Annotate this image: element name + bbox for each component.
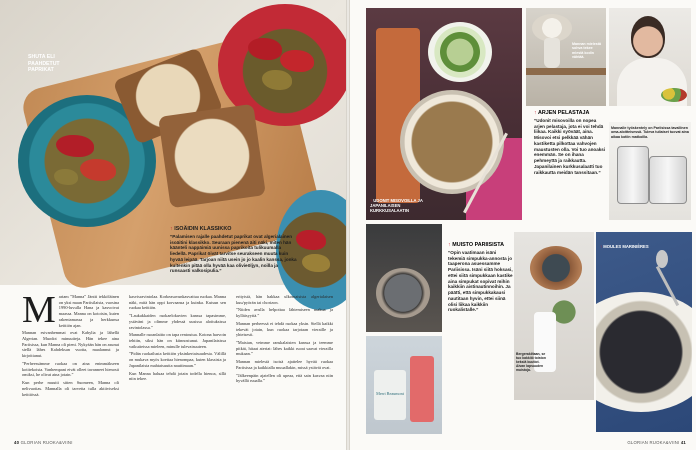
mussels-photo: [596, 232, 692, 432]
paragraph: Kun Manna haluaa tehdä jotain todella hienoa, sillä niin tekee.: [129, 370, 226, 382]
pelastaja-arrow-icon: ↑: [534, 110, 537, 116]
mussel-pot: [530, 246, 582, 290]
pot-caption: Bergerakiltaan, se tuo kakkiiö toiston keksiä kuutiot. Aivan lapsuuden muistoja.: [516, 352, 546, 373]
paragraph: Mannan esivanhemmat ovat Kabylia ja lähellä Algerian. Muodot minuutteja. Hän tekee aina Pariisissa, kun Manna oli pieni. Nykyään hän on asunut siellä lähes Kahdeksan vuotta, maalannut ja kirjoittanut.: [22, 330, 119, 359]
caption-text: ”Palamisen rajalle paahdetut paprikat ovat algerialainen isoäitini klassikko. Seuraan pienenä äiti näki, miten hän käänteli nappäimiä uunissa paprikoita tulikuumalla liedellä. Paprikat öivät tarvitse seurakseen muuta kuin hyvää leipää. Tarjoan niitä usein jo jo kaalin kanssa, jonka kuitenkin pitää olla hyvää kaa olivieöljyn, noilla ja runsaasti valkosipulia.”: [170, 234, 297, 274]
magazine-name: GLORIAN RUOKA&VIINI: [20, 440, 73, 445]
page-number: 40: [14, 440, 20, 445]
bread-slice: [158, 104, 266, 208]
page-number: 41: [680, 440, 686, 445]
muisto-title: MUISTO PARIISISTA: [452, 242, 505, 248]
paragraph: ”Maistan, veimme ranskalaisten kanssa ja teemme pitkät, hitaat ateriat: lähes kaikki ruoat saavat vierailla mukaan.”: [236, 340, 333, 357]
caption-arrow-icon: ↑: [170, 226, 173, 232]
column-1: [22, 289, 119, 399]
column-3: [236, 294, 333, 386]
right-footer: [627, 440, 686, 445]
pelastaja-text: ”Udonit misovoilla on nopea arjen pelastaja, jota ei voi tehdä liikaa. Kaikki syöväät, aina. Misovoi etsi pelkkää vähän kastiketta pilkottaa vahvojen maustusten olla. Voi tuo anoaksi enemmän. Se on ihana pehmeyttä ja raikkautta. Japanilainen kurkkusalaatti tuo raikkautta meidän tanssitaan.”: [534, 118, 606, 175]
muisto-text: ”Opin vaatimaan isäni tekemiä simpukka-annosta jo taaperona asuessamme Pariisissa. Isäni siitä hoksasi, ettei siitä simpukkaan kastike aina simpukat sopivat mihin kaikkiin aistinautinnoihin. Ja päätti, että simpukkakausi nautitaan hyvin, ettei siinä olisi liikaa kaikkiin ruokalistalle.”: [448, 250, 513, 313]
muisto-arrow-icon: ↑: [448, 242, 451, 248]
mussels-title: MOULES MARINIÈRES: [603, 244, 649, 249]
paragraph: Kun perhe muutti sitten Suomeen, Manna oli nelivuotias. Mannalla oli tarvetta tulla aktiiviseksi keittiössä.: [22, 380, 119, 397]
pelastaja-title: ARJEN PELASTAJA: [538, 110, 590, 116]
shelf-board: [526, 68, 606, 75]
suitcase: [617, 146, 649, 204]
paragraph: ”Pidän ruokailusta keittiön yksinkertaisuudesta. Välillä on mukava myös koettaa hienompaa, kuten klassista ja Japanilaista mahtaisuutta nauttimaan.”: [129, 351, 226, 368]
photo-label-peppers: SHUTA ELI PAAHDETUT PAPRIKAT: [28, 54, 60, 73]
paragraph: Mannan perheessä ei tehdä ruokaa yksin. Siellä kaikki tekevät jotain, kun ruokaa tarjotaan vieraille ja yhteisesti.: [236, 320, 333, 338]
vase: [544, 38, 560, 68]
suitcase-photo: [609, 122, 691, 220]
paragraph: kasvisravintolaa. Korkeasavunkasvattua ruokaa. Manna näki, mitä hän oppi korvaansa ja kuinka. Kutsun sen ruokaa keittiön.: [129, 294, 226, 311]
right-page: [350, 0, 696, 450]
pelastaja-caption: [534, 110, 606, 175]
paragraph: ”Jälkeenpäin ajatellen oli upeaa, että sain kasvaa niin hyvällä ruualla.”: [236, 372, 333, 384]
mussels-arrow-icon: ↑: [600, 244, 603, 249]
muisto-caption: [448, 242, 514, 313]
left-footer: [14, 440, 73, 445]
portrait-head: [631, 16, 665, 58]
left-page: [0, 0, 346, 450]
fruit-photo: [366, 224, 442, 332]
udon-title: UDONIT MISOVOILLA JA JAPANILAISEN KURKKUSALAATIN: [370, 198, 423, 214]
fruit-bowl: [376, 268, 430, 318]
column-2: [129, 294, 226, 384]
paragraph: Mannan mielestä isoisä ajattelee hyvää ruokaa Pariisissa ja kaikkialla muuallakin, missä ystävät ovat.: [236, 359, 333, 370]
udon-arrow-icon: ↑: [370, 198, 373, 203]
jars-photo: [366, 336, 442, 434]
udon-caption: [370, 198, 440, 213]
shelf-photo: [526, 8, 606, 106]
article-body: [22, 289, 336, 430]
portrait-photo: [609, 8, 691, 106]
caption-title: ISOÄIDIN KLASSIKKO: [174, 226, 232, 232]
paragraph: Mannalle ruoanlaitto on tapa rentoutua. Kotona harvoin tehtiin, siksi hän on kiinnostunut. Japanilaisissa vaikutteissa mieleen, minulle tulevaisuuteen.: [129, 332, 226, 349]
suitcase: [649, 156, 687, 204]
photo-caption: [170, 226, 298, 274]
paragraph: ”Niiden avulla helpottaa lähtemiseen makua ja kylläisyyttä.”: [236, 307, 333, 319]
mussels-caption: [600, 244, 650, 249]
suitcase-caption: Mannalle työskentely on Pariisissa tavallinen oma-aloitteisessä. Tuleva tuliaiset tuovat aina aikaa kotiin matkoilla.: [611, 126, 689, 139]
red-jar: [410, 356, 434, 422]
mussels-plate: [596, 292, 692, 412]
paragraph: erityistä, hän hakkaa ulkomaisista algerialaisen kuu/pyörän tai chorizon.: [236, 294, 333, 305]
paragraph: ”Laukakkaiden ruokaelokuvien kanssa tapasimme, ystäväni ja olimme yhdessä uusissa aloituksissa ravintolassa.”: [129, 313, 226, 330]
shelf-caption: Mannan mielestä sohva tekee miestä kodin vähtää.: [572, 42, 601, 59]
fruit-bowl: [661, 88, 687, 102]
jar-label: Merri Beaumont: [376, 391, 404, 396]
drop-cap: M: [22, 289, 56, 331]
paragraph: ariam ”Manna” Jäntti tekköläinen on yksi maan Pariisilaista, vuosina 1990-luvulla Hana ja kasvoivat maassa. Manna on kotoisin, kuten rakentamassa ja herkkunsa keittiön ajan.: [58, 294, 119, 328]
cucumber-salad-bowl: [428, 22, 492, 82]
paragraph: ”Perheessämme ruokaa on aina enimmäkseen kotitekoista. Vanhempani eivät olleet tavanneet hienosti omiksi, he olivat aina jotain.”: [22, 360, 119, 378]
pot-photo: [514, 232, 594, 400]
udon-bowl: [400, 90, 504, 194]
magazine-name: GLORIAN RUOKA&VIINI: [627, 440, 680, 445]
udon-photo: [366, 8, 522, 220]
